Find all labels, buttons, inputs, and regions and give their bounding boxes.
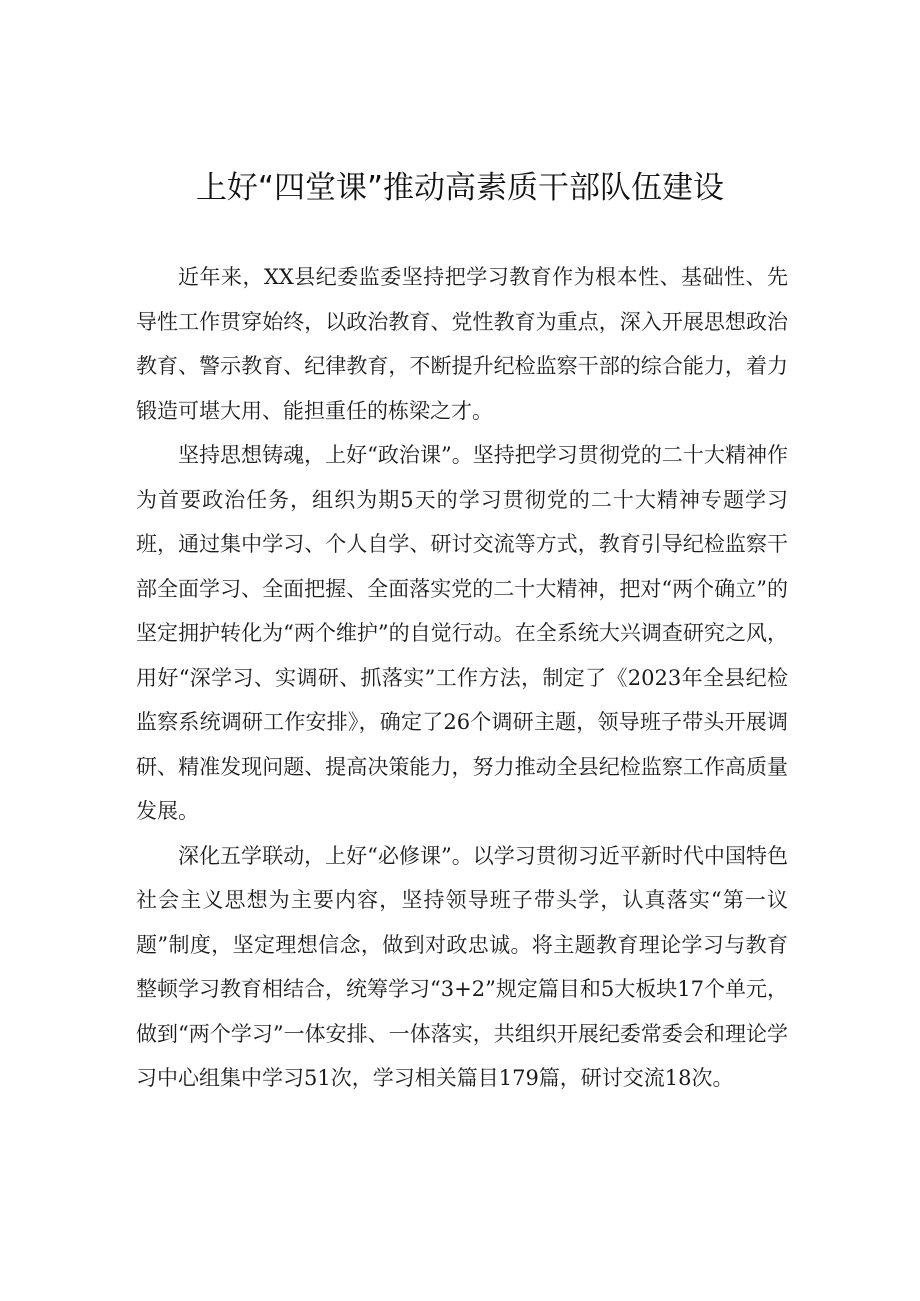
paragraph-political-course: 坚持思想铸魂，上好“政治课”。坚持把学习贯彻党的二十大精神作为首要政治任务，组织为期5天的学习贯彻党的二十大精神专题学习班，通过集中学习、个人自学、研讨交流等方式，教育引导纪检监察干部全面学习、全面把握、全面落实党的二十大精神，把对“两个确立”的坚定拥护转化为“两个维护”的自觉行动。在全系统大兴调查研究之风，用好“深学习、实调研、抓落实”工作方法，制定了《2023年全县纪检监察系统调研工作安排》，确定了26个调研主题，领导班子带头开展调研、精准发现问题、提高决策能力，努力推动全县纪检监察工作高质量发展。 <box>136 443 788 823</box>
document-title: 上好“四堂课”推动高素质干部队伍建设 <box>195 170 725 206</box>
paragraph-required-course: 深化五学联动，上好“必修课”。以学习贯彻习近平新时代中国特色社会主义思想为主要内容，坚持领导班子带头学，认真落实“第一议题”制度，坚定理想信念，做到对政忠诚。将主题教育理论学习与教育整顿学习教育相结合，统筹学习“3+2”规定篇目和5大板块17个单元，做到“两个学习”一体安排、一体落实，共组织开展纪委常委会和理论学习中心组集中学习51次，学习相关篇目179篇，研讨交流18次。 <box>136 843 788 1090</box>
document-body <box>136 255 788 1101</box>
paragraph-intro: 近年来，XX县纪委监委坚持把学习教育作为根本性、基础性、先导性工作贯穿始终，以政治教育、党性教育为重点，深入开展思想政治教育、警示教育、纪律教育，不断提升纪检监察干部的综合能力，着力锻造可堪大用、能担重任的栋梁之才。 <box>136 265 788 423</box>
